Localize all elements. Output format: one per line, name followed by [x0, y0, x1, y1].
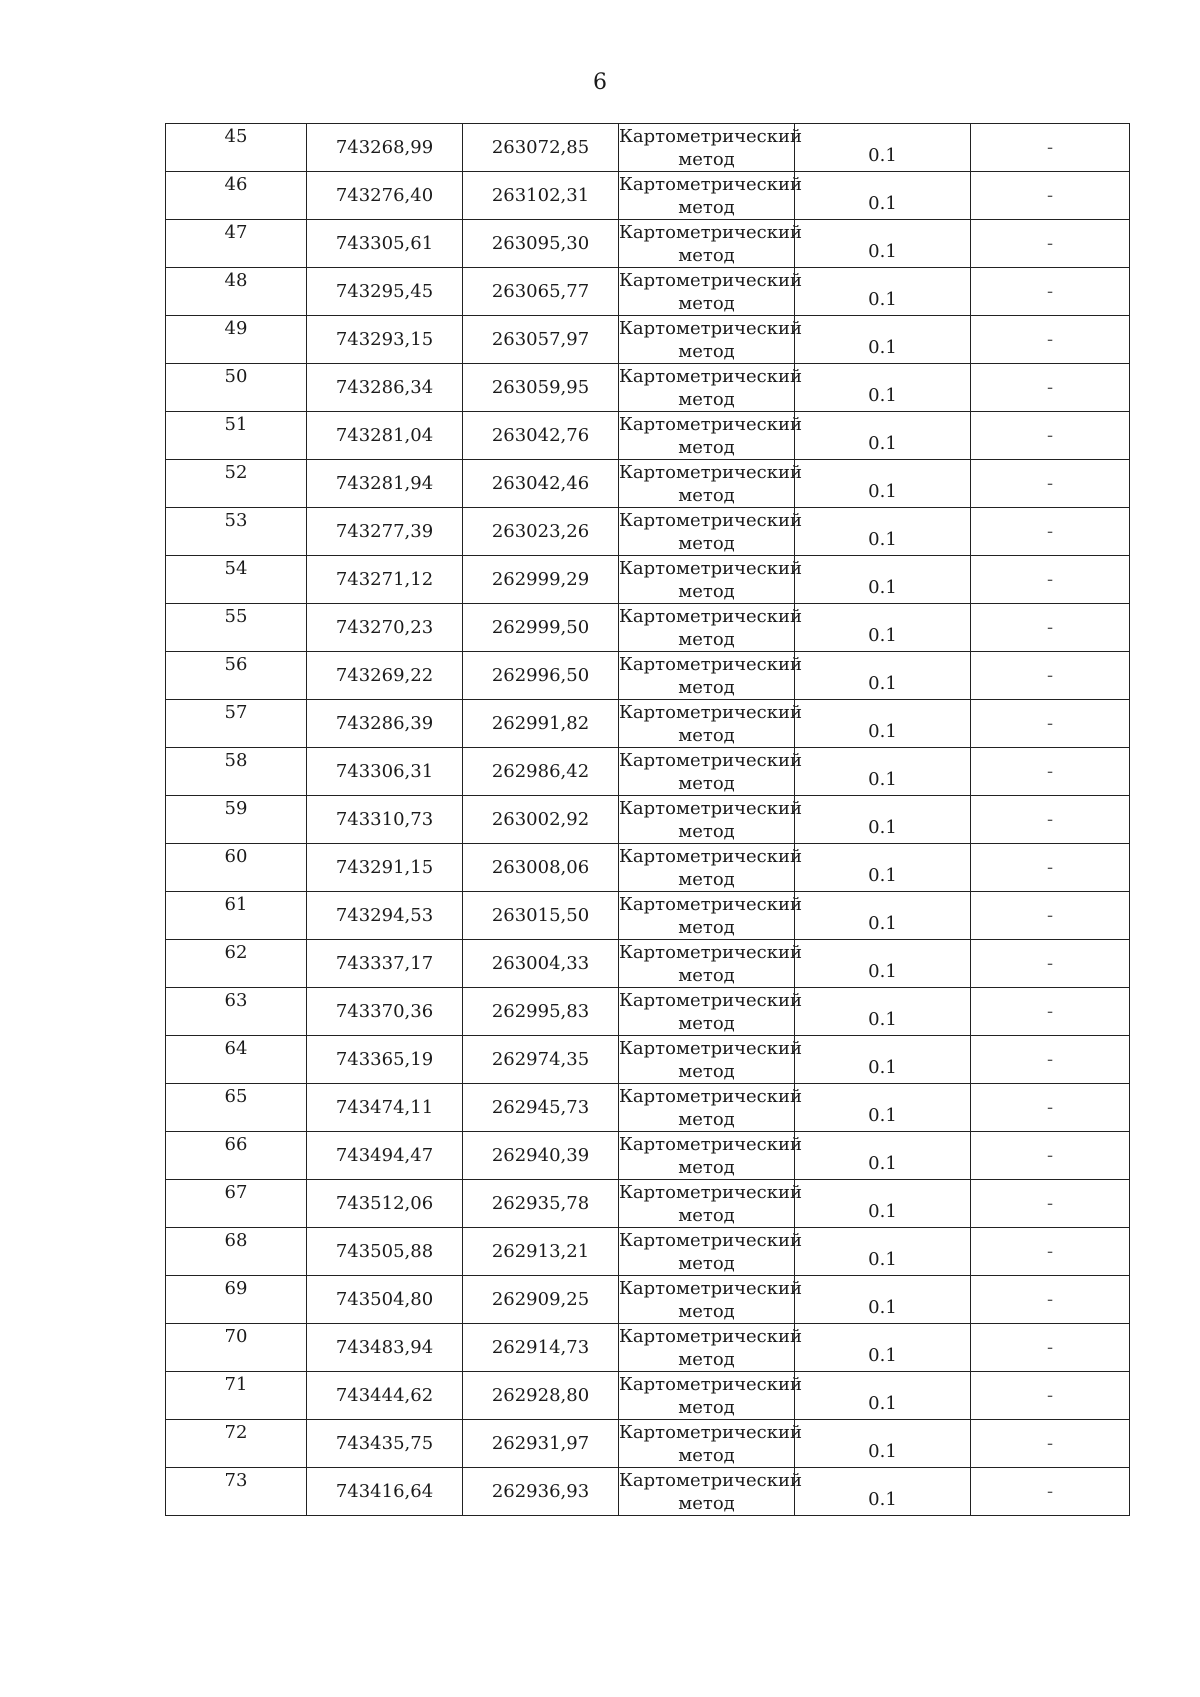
method-cell	[619, 316, 802, 364]
description-cell: -	[971, 844, 1130, 892]
method-line-1: Картометрический	[619, 893, 802, 915]
x-coordinate-cell: 743505,88	[307, 1228, 463, 1276]
accuracy-cell: 0.1	[795, 1324, 971, 1372]
point-number-cell: 59	[166, 796, 307, 844]
method-line-2: метод	[678, 292, 735, 314]
method-line-2: метод	[678, 1396, 735, 1418]
accuracy-cell: 0.1	[795, 412, 971, 460]
method-cell	[619, 172, 802, 220]
method-cell	[619, 940, 802, 988]
coordinates-table	[165, 123, 1130, 1516]
method-line-1: Картометрический	[619, 1229, 802, 1251]
method-line-1: Картометрический	[619, 605, 802, 627]
table-row	[166, 220, 1130, 268]
method-line-2: метод	[678, 1012, 735, 1034]
method-line-2: метод	[678, 820, 735, 842]
method-line-1: Картометрический	[619, 1373, 802, 1395]
x-coordinate-cell: 743286,39	[307, 700, 463, 748]
accuracy-cell: 0.1	[795, 316, 971, 364]
point-number-cell: 72	[166, 1420, 307, 1468]
accuracy-cell: 0.1	[795, 1276, 971, 1324]
x-coordinate-cell: 743474,11	[307, 1084, 463, 1132]
method-line-1: Картометрический	[619, 989, 802, 1011]
y-coordinate-cell: 263057,97	[463, 316, 619, 364]
method-line-1: Картометрический	[619, 1421, 802, 1443]
x-coordinate-cell: 743305,61	[307, 220, 463, 268]
method-line-2: метод	[678, 1252, 735, 1274]
method-line-2: метод	[678, 628, 735, 650]
table-row	[166, 460, 1130, 508]
x-coordinate-cell: 743293,15	[307, 316, 463, 364]
x-coordinate-cell: 743269,22	[307, 652, 463, 700]
accuracy-cell: 0.1	[795, 1036, 971, 1084]
point-number-cell: 60	[166, 844, 307, 892]
y-coordinate-cell: 262935,78	[463, 1180, 619, 1228]
table-row	[166, 268, 1130, 316]
point-number-cell: 65	[166, 1084, 307, 1132]
y-coordinate-cell: 262945,73	[463, 1084, 619, 1132]
table-row	[166, 508, 1130, 556]
method-cell	[619, 604, 802, 652]
method-cell	[619, 1180, 802, 1228]
description-cell: -	[971, 460, 1130, 508]
x-coordinate-cell: 743416,64	[307, 1468, 463, 1516]
accuracy-cell: 0.1	[795, 172, 971, 220]
x-coordinate-cell: 743494,47	[307, 1132, 463, 1180]
method-line-1: Картометрический	[619, 797, 802, 819]
x-coordinate-cell: 743291,15	[307, 844, 463, 892]
x-coordinate-cell: 743270,23	[307, 604, 463, 652]
table-row	[166, 988, 1130, 1036]
method-cell	[619, 988, 802, 1036]
y-coordinate-cell: 263095,30	[463, 220, 619, 268]
method-line-2: метод	[678, 436, 735, 458]
table-row	[166, 1420, 1130, 1468]
point-number-cell: 46	[166, 172, 307, 220]
method-line-2: метод	[678, 1108, 735, 1130]
description-cell: -	[971, 988, 1130, 1036]
x-coordinate-cell: 743281,04	[307, 412, 463, 460]
accuracy-cell: 0.1	[795, 364, 971, 412]
point-number-cell: 70	[166, 1324, 307, 1372]
y-coordinate-cell: 262999,50	[463, 604, 619, 652]
method-line-2: метод	[678, 340, 735, 362]
description-cell: -	[971, 796, 1130, 844]
method-cell	[619, 1420, 802, 1468]
accuracy-cell: 0.1	[795, 988, 971, 1036]
x-coordinate-cell: 743310,73	[307, 796, 463, 844]
x-coordinate-cell: 743337,17	[307, 940, 463, 988]
point-number-cell: 61	[166, 892, 307, 940]
method-line-1: Картометрический	[619, 461, 802, 483]
accuracy-cell: 0.1	[795, 940, 971, 988]
x-coordinate-cell: 743444,62	[307, 1372, 463, 1420]
description-cell: -	[971, 124, 1130, 172]
accuracy-cell: 0.1	[795, 268, 971, 316]
table-row	[166, 1276, 1130, 1324]
description-cell: -	[971, 1228, 1130, 1276]
y-coordinate-cell: 262928,80	[463, 1372, 619, 1420]
method-line-2: метод	[678, 1060, 735, 1082]
table-row	[166, 556, 1130, 604]
method-line-2: метод	[678, 1348, 735, 1370]
method-cell	[619, 1084, 802, 1132]
method-line-1: Картометрический	[619, 221, 802, 243]
description-cell: -	[971, 748, 1130, 796]
method-cell	[619, 1228, 802, 1276]
method-line-2: метод	[678, 1204, 735, 1226]
y-coordinate-cell: 262999,29	[463, 556, 619, 604]
description-cell: -	[971, 1084, 1130, 1132]
point-number-cell: 56	[166, 652, 307, 700]
method-cell	[619, 460, 802, 508]
table-row	[166, 124, 1130, 172]
description-cell: -	[971, 1468, 1130, 1516]
method-line-1: Картометрический	[619, 701, 802, 723]
point-number-cell: 52	[166, 460, 307, 508]
y-coordinate-cell: 263004,33	[463, 940, 619, 988]
description-cell: -	[971, 892, 1130, 940]
table-row	[166, 1036, 1130, 1084]
point-number-cell: 69	[166, 1276, 307, 1324]
method-line-2: метод	[678, 484, 735, 506]
method-line-2: метод	[678, 676, 735, 698]
method-line-2: метод	[678, 244, 735, 266]
method-line-2: метод	[678, 1300, 735, 1322]
x-coordinate-cell: 743512,06	[307, 1180, 463, 1228]
point-number-cell: 47	[166, 220, 307, 268]
description-cell: -	[971, 268, 1130, 316]
y-coordinate-cell: 262913,21	[463, 1228, 619, 1276]
accuracy-cell: 0.1	[795, 700, 971, 748]
point-number-cell: 67	[166, 1180, 307, 1228]
description-cell: -	[971, 172, 1130, 220]
table-row	[166, 412, 1130, 460]
x-coordinate-cell: 743276,40	[307, 172, 463, 220]
description-cell: -	[971, 364, 1130, 412]
table-row	[166, 1132, 1130, 1180]
coordinates-table-body	[166, 124, 1130, 1516]
method-line-1: Картометрический	[619, 1325, 802, 1347]
method-cell	[619, 1468, 802, 1516]
point-number-cell: 63	[166, 988, 307, 1036]
point-number-cell: 64	[166, 1036, 307, 1084]
method-cell	[619, 700, 802, 748]
x-coordinate-cell: 743268,99	[307, 124, 463, 172]
y-coordinate-cell: 263042,46	[463, 460, 619, 508]
y-coordinate-cell: 262936,93	[463, 1468, 619, 1516]
description-cell: -	[971, 316, 1130, 364]
method-line-1: Картометрический	[619, 509, 802, 531]
y-coordinate-cell: 263015,50	[463, 892, 619, 940]
point-number-cell: 53	[166, 508, 307, 556]
method-line-1: Картометрический	[619, 941, 802, 963]
method-cell	[619, 220, 802, 268]
x-coordinate-cell: 743277,39	[307, 508, 463, 556]
method-line-2: метод	[678, 1156, 735, 1178]
method-line-1: Картометрический	[619, 317, 802, 339]
table-row	[166, 172, 1130, 220]
point-number-cell: 73	[166, 1468, 307, 1516]
description-cell: -	[971, 220, 1130, 268]
y-coordinate-cell: 262991,82	[463, 700, 619, 748]
method-line-2: метод	[678, 772, 735, 794]
accuracy-cell: 0.1	[795, 1468, 971, 1516]
point-number-cell: 57	[166, 700, 307, 748]
table-row	[166, 364, 1130, 412]
y-coordinate-cell: 262974,35	[463, 1036, 619, 1084]
accuracy-cell: 0.1	[795, 1180, 971, 1228]
method-line-1: Картометрический	[619, 557, 802, 579]
accuracy-cell: 0.1	[795, 1228, 971, 1276]
x-coordinate-cell: 743370,36	[307, 988, 463, 1036]
x-coordinate-cell: 743294,53	[307, 892, 463, 940]
x-coordinate-cell: 743365,19	[307, 1036, 463, 1084]
accuracy-cell: 0.1	[795, 892, 971, 940]
table-row	[166, 604, 1130, 652]
table-row	[166, 940, 1130, 988]
x-coordinate-cell: 743271,12	[307, 556, 463, 604]
accuracy-cell: 0.1	[795, 1372, 971, 1420]
method-cell	[619, 1324, 802, 1372]
method-line-2: метод	[678, 868, 735, 890]
y-coordinate-cell: 262996,50	[463, 652, 619, 700]
method-line-1: Картометрический	[619, 1037, 802, 1059]
y-coordinate-cell: 263002,92	[463, 796, 619, 844]
point-number-cell: 48	[166, 268, 307, 316]
point-number-cell: 49	[166, 316, 307, 364]
table-row	[166, 1084, 1130, 1132]
table-row	[166, 1228, 1130, 1276]
accuracy-cell: 0.1	[795, 508, 971, 556]
description-cell: -	[971, 1036, 1130, 1084]
method-line-2: метод	[678, 148, 735, 170]
method-line-1: Картометрический	[619, 173, 802, 195]
table-row	[166, 1372, 1130, 1420]
accuracy-cell: 0.1	[795, 796, 971, 844]
method-cell	[619, 412, 802, 460]
x-coordinate-cell: 743504,80	[307, 1276, 463, 1324]
method-line-2: метод	[678, 532, 735, 554]
method-line-1: Картометрический	[619, 269, 802, 291]
y-coordinate-cell: 263102,31	[463, 172, 619, 220]
accuracy-cell: 0.1	[795, 556, 971, 604]
accuracy-cell: 0.1	[795, 460, 971, 508]
table-row	[166, 844, 1130, 892]
description-cell: -	[971, 1276, 1130, 1324]
method-line-1: Картометрический	[619, 845, 802, 867]
description-cell: -	[971, 940, 1130, 988]
method-line-1: Картометрический	[619, 125, 802, 147]
x-coordinate-cell: 743295,45	[307, 268, 463, 316]
point-number-cell: 66	[166, 1132, 307, 1180]
description-cell: -	[971, 1180, 1130, 1228]
description-cell: -	[971, 1372, 1130, 1420]
table-row	[166, 1468, 1130, 1516]
method-cell	[619, 1372, 802, 1420]
x-coordinate-cell: 743286,34	[307, 364, 463, 412]
point-number-cell: 55	[166, 604, 307, 652]
method-cell	[619, 844, 802, 892]
accuracy-cell: 0.1	[795, 124, 971, 172]
y-coordinate-cell: 263072,85	[463, 124, 619, 172]
description-cell: -	[971, 1420, 1130, 1468]
method-line-2: метод	[678, 916, 735, 938]
method-cell	[619, 796, 802, 844]
accuracy-cell: 0.1	[795, 844, 971, 892]
accuracy-cell: 0.1	[795, 652, 971, 700]
method-cell	[619, 556, 802, 604]
accuracy-cell: 0.1	[795, 1132, 971, 1180]
description-cell: -	[971, 604, 1130, 652]
method-line-1: Картометрический	[619, 1469, 802, 1491]
point-number-cell: 54	[166, 556, 307, 604]
point-number-cell: 51	[166, 412, 307, 460]
description-cell: -	[971, 412, 1130, 460]
method-cell	[619, 1132, 802, 1180]
method-line-1: Картометрический	[619, 1133, 802, 1155]
table-row	[166, 652, 1130, 700]
table-row	[166, 1324, 1130, 1372]
method-line-2: метод	[678, 964, 735, 986]
y-coordinate-cell: 262995,83	[463, 988, 619, 1036]
method-line-2: метод	[678, 196, 735, 218]
y-coordinate-cell: 263023,26	[463, 508, 619, 556]
method-line-1: Картометрический	[619, 1181, 802, 1203]
accuracy-cell: 0.1	[795, 748, 971, 796]
table-row	[166, 316, 1130, 364]
x-coordinate-cell: 743483,94	[307, 1324, 463, 1372]
accuracy-cell: 0.1	[795, 604, 971, 652]
page-number: 6	[593, 70, 607, 95]
y-coordinate-cell: 262940,39	[463, 1132, 619, 1180]
method-cell	[619, 652, 802, 700]
point-number-cell: 68	[166, 1228, 307, 1276]
y-coordinate-cell: 263008,06	[463, 844, 619, 892]
table-row	[166, 700, 1130, 748]
method-cell	[619, 892, 802, 940]
accuracy-cell: 0.1	[795, 1420, 971, 1468]
x-coordinate-cell: 743281,94	[307, 460, 463, 508]
y-coordinate-cell: 262909,25	[463, 1276, 619, 1324]
method-line-1: Картометрический	[619, 413, 802, 435]
point-number-cell: 50	[166, 364, 307, 412]
description-cell: -	[971, 652, 1130, 700]
point-number-cell: 62	[166, 940, 307, 988]
point-number-cell: 45	[166, 124, 307, 172]
method-line-1: Картометрический	[619, 365, 802, 387]
method-cell	[619, 1276, 802, 1324]
method-line-1: Картометрический	[619, 749, 802, 771]
description-cell: -	[971, 508, 1130, 556]
method-line-2: метод	[678, 724, 735, 746]
table-row	[166, 796, 1130, 844]
description-cell: -	[971, 1324, 1130, 1372]
description-cell: -	[971, 1132, 1130, 1180]
description-cell: -	[971, 556, 1130, 604]
y-coordinate-cell: 263065,77	[463, 268, 619, 316]
y-coordinate-cell: 263059,95	[463, 364, 619, 412]
method-line-2: метод	[678, 580, 735, 602]
y-coordinate-cell: 262914,73	[463, 1324, 619, 1372]
accuracy-cell: 0.1	[795, 220, 971, 268]
method-line-1: Картометрический	[619, 1085, 802, 1107]
x-coordinate-cell: 743435,75	[307, 1420, 463, 1468]
method-line-1: Картометрический	[619, 1277, 802, 1299]
point-number-cell: 71	[166, 1372, 307, 1420]
method-cell	[619, 364, 802, 412]
method-cell	[619, 748, 802, 796]
point-number-cell: 58	[166, 748, 307, 796]
method-line-2: метод	[678, 1492, 735, 1514]
y-coordinate-cell: 262986,42	[463, 748, 619, 796]
y-coordinate-cell: 263042,76	[463, 412, 619, 460]
method-line-2: метод	[678, 1444, 735, 1466]
table-row	[166, 1180, 1130, 1228]
table-row	[166, 748, 1130, 796]
table-row	[166, 892, 1130, 940]
x-coordinate-cell: 743306,31	[307, 748, 463, 796]
accuracy-cell: 0.1	[795, 1084, 971, 1132]
y-coordinate-cell: 262931,97	[463, 1420, 619, 1468]
method-cell	[619, 124, 802, 172]
method-cell	[619, 268, 802, 316]
method-cell	[619, 1036, 802, 1084]
method-line-1: Картометрический	[619, 653, 802, 675]
description-cell: -	[971, 700, 1130, 748]
method-line-2: метод	[678, 388, 735, 410]
method-cell	[619, 508, 802, 556]
